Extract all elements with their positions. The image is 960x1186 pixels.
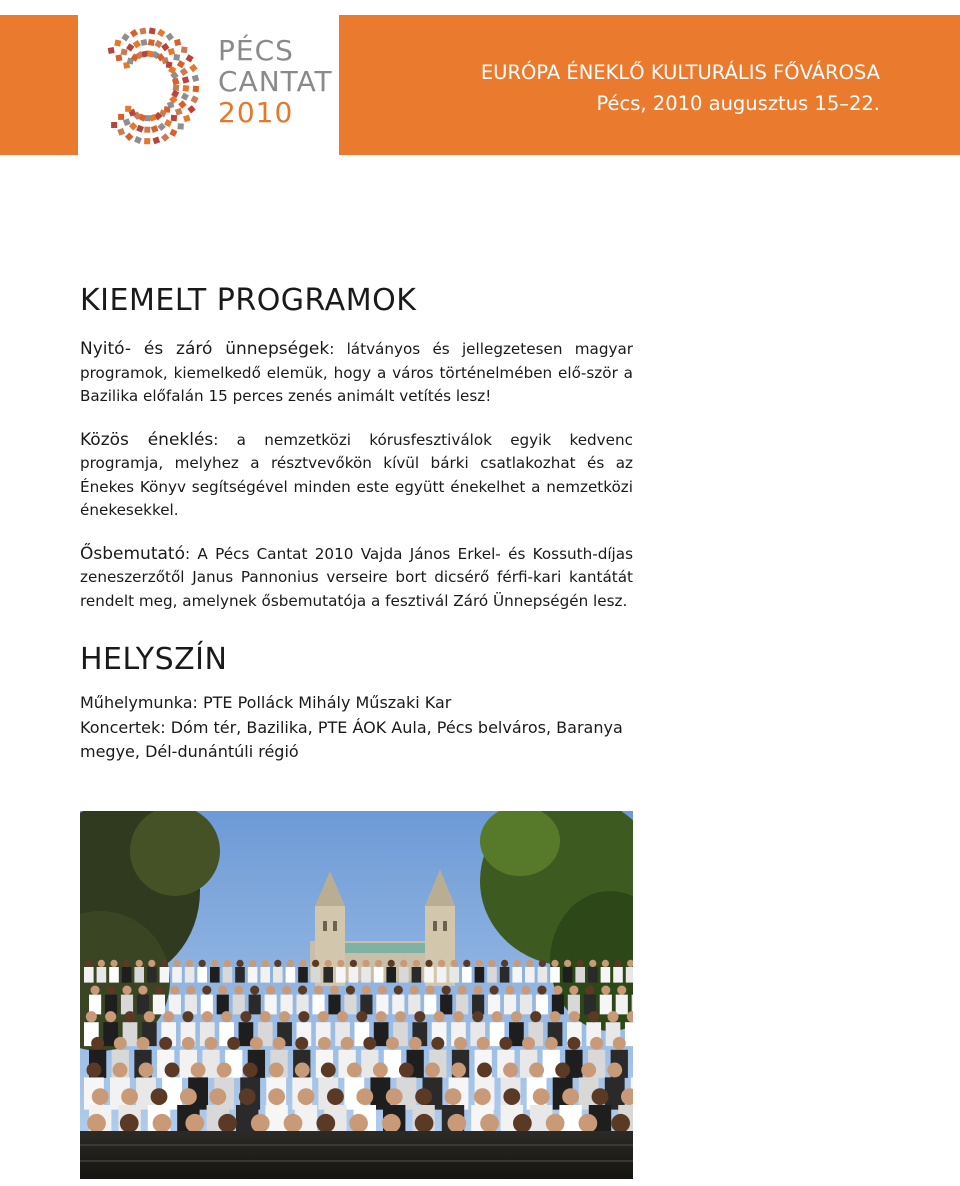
header-date: Pécs, 2010 augusztus 15–22. [596, 92, 880, 115]
header-band-left [0, 15, 78, 155]
header-text [481, 57, 880, 119]
program-item-premiere [80, 543, 633, 614]
choir-crowd-in-front-of-basilica-photo [80, 811, 633, 1179]
logo-line-year: 2010 [218, 96, 294, 129]
programs-heading: KIEMELT PROGRAMOK [80, 283, 417, 318]
logo-line-pecs: PÉCS [218, 34, 294, 67]
logo-wordmark [218, 35, 333, 128]
header-title: EURÓPA ÉNEKLŐ KULTURÁLIS FŐVÁROSA [480, 61, 880, 84]
location-workshop: Műhelymunka: PTE Polláck Mihály Műszaki Kar [80, 693, 452, 712]
program-item-text: : A Pécs Cantat 2010 Vajda János Erkel- és Kossuth-díjas zeneszerzőtől Janus Pannonius verseire bort dicsérő férfi-kari kantátát rendelt meg, amelynek ősbemutatója a fesztivál Záró Ünnepségén lesz. [80, 544, 633, 610]
logo [78, 15, 340, 155]
program-item-common-singing [80, 429, 633, 523]
program-item-lead: Ősbemutató [80, 543, 185, 564]
program-item-opening-closing [80, 338, 633, 409]
program-item-lead: Nyitó- és záró ünnepségek [80, 339, 330, 359]
photo-illustration [80, 811, 633, 1179]
logo-line-cantat: CANTAT [218, 65, 333, 98]
main-content [80, 282, 633, 765]
program-item-text: : a nemzetközi kórusfesztiválok egyik kedvenc programja, melyhez a résztvevőkön kívül bárki csatlakozhat és az Énekes Könyv segítségével minden este együtt énekelhet a nemzetközi énekesekkel. [80, 430, 633, 519]
header-band-right [339, 15, 960, 155]
location-heading: HELYSZÍN [80, 642, 228, 677]
location-concerts: Koncertek: Dóm tér, Bazilika, PTE ÁOK Aula, Pécs belváros, Baranya megye, Dél-dunántúli régió [80, 717, 623, 761]
program-item-text: : látványos és jellegzetesen magyar programok, kiemelkedő elemük, hogy a város történelmében elő-ször a Bazilika előfalán 15 perces zenés animált vetítés lesz! [80, 340, 633, 405]
program-item-lead: Közös éneklés [80, 429, 214, 450]
pecs-cantat-mosaic-logo-icon [96, 21, 200, 151]
